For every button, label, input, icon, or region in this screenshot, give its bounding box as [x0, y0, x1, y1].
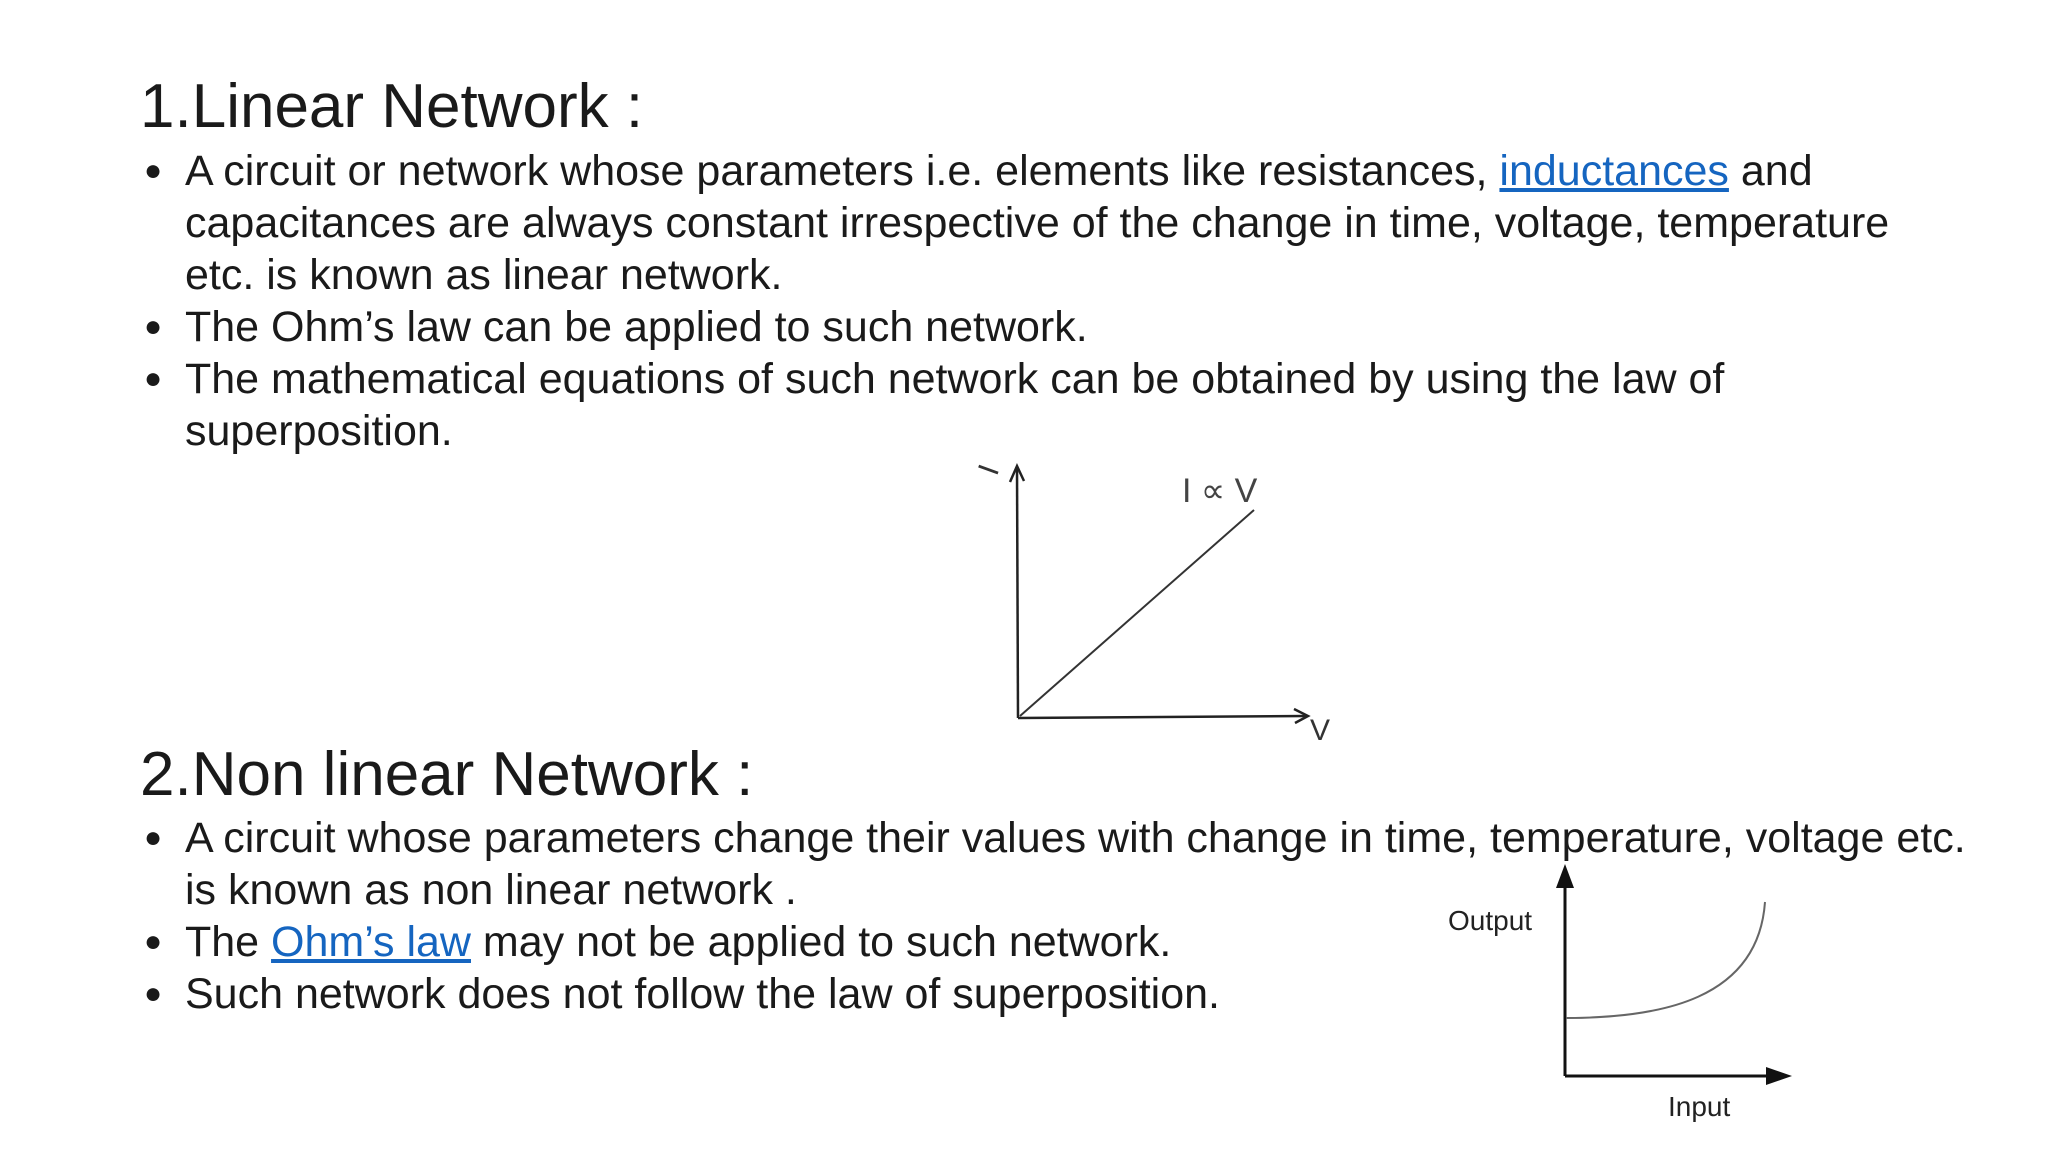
bullet-text: A circuit or network whose parameters i.e. elements like resistances, [185, 147, 1500, 195]
bullet-dot: ● [144, 362, 163, 395]
bullet-text: is known as non linear network . [185, 866, 797, 914]
bullet-text: A circuit whose parameters change their values with change in time, temperature, voltage etc. [185, 814, 1966, 862]
bullet-text: superposition. [185, 407, 453, 455]
nonlinear-curve [1566, 902, 1765, 1018]
bullet-dot: ● [144, 821, 163, 854]
list-item [140, 145, 1889, 301]
linear-graph [960, 430, 1331, 760]
bullet-dot: ● [144, 154, 163, 187]
x-axis-label: Input [1668, 1091, 1731, 1122]
ohms-law-link[interactable]: Ohm’s law [271, 918, 471, 966]
bullet-text: and [1728, 147, 1813, 195]
bullet-text: may not be applied to such network. [470, 918, 1172, 966]
y-axis-arrowhead [1556, 864, 1574, 888]
x-axis [1018, 716, 1306, 718]
y-axis [1017, 468, 1018, 718]
bullet-text: etc. is known as linear network. [185, 251, 783, 299]
y-axis-label: Output [1448, 905, 1533, 936]
bullet-text: capacitances are always constant irrespective of the change in time, voltage, temperature [185, 199, 1890, 247]
bullet-text: The Ohm’s law can be applied to such network. [185, 303, 1088, 351]
linear-line [1020, 510, 1254, 716]
bullet-text: The [185, 918, 272, 966]
relation-label: I ∝ V [1182, 472, 1258, 510]
bullet-dot: ● [144, 977, 163, 1010]
bullet-dot: ● [144, 310, 163, 343]
nonlinear-graph [1440, 860, 1800, 1130]
x-axis-arrowhead [1766, 1067, 1792, 1085]
inductances-link[interactable]: inductances [1499, 147, 1729, 195]
list-item [140, 301, 1889, 353]
y-axis-label: I [972, 460, 1007, 480]
section1-heading: 1.Linear Network : [140, 72, 644, 141]
bullet-text: Such network does not follow the law of superposition. [185, 970, 1220, 1018]
x-axis-label: V [1310, 714, 1331, 747]
section2-heading: 2.Non linear Network : [140, 740, 754, 809]
bullet-text: The mathematical equations of such network can be obtained by using the law of [185, 355, 1725, 403]
section1-bullet-list [140, 145, 1889, 457]
bullet-dot: ● [144, 925, 163, 958]
